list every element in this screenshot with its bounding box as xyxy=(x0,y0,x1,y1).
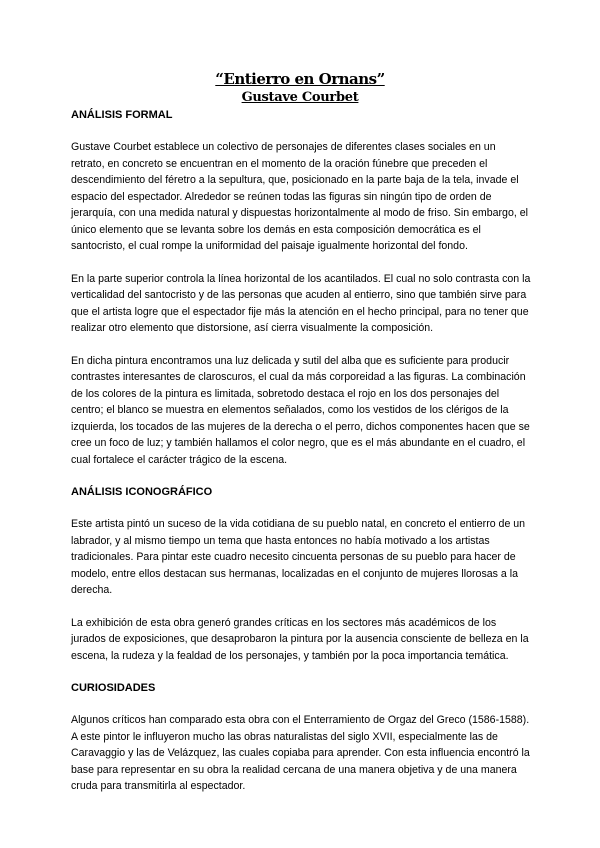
section-heading-formal: ANÁLISIS FORMAL xyxy=(71,109,173,121)
paragraph: Gustave Courbet establece un colectivo de personajes de diferentes clases sociales en un retrato, en concreto se encuentran en el momento de la oración fúnebre que preceden el descendimiento del féretro a la sepultura, que, posicionado en la parte baja de la tela, invade el espacio del espectador. Alrededor se reúnen todas las figuras sin ningún tipo de orden de jerarquía, con una medida natural y dispuestas horizontalmente al modo de friso. Sin embargo, el único elemento que se levanta sobre los demás en esta composición democrática es el santocristo, el cual rompe la uniformidad del paisaje igualmente horizontal del fondo. xyxy=(71,141,528,252)
paragraph: Este artista pintó un suceso de la vida cotidiana de su pueblo natal, en concreto el entierro de un labrador, y al mismo tiempo un tema que hasta entonces no había motivado a los artistas tradicionales. Para pintar este cuadro necesito cincuenta personas de su pueblo para hacer de modelo, entre ellos destacan sus hermanas, localizadas en el conjunto de mujeres llorosas a la derecha. xyxy=(71,518,526,596)
document-author: Gustave Courbet xyxy=(241,90,359,105)
paragraph: Algunos críticos han comparado esta obra con el Enterramiento de Orgaz del Greco (1586-1588). A este pintor le influyeron mucho las obras naturalistas del siglo XVII, especialmente las de Caravaggio y las de Velázquez, las cuales copiaba para aprender. Con esta influencia encontró la base para representar en su obra la realidad cercana de una manera objetiva y de una manera cruda para transmitirla al espectador. xyxy=(71,714,530,792)
document-body xyxy=(71,107,531,795)
paragraph: En dicha pintura encontramos una luz delicada y sutil del alba que es suficiente para producir contrastes interesantes de claroscuros, el cual da más corporeidad a las figuras. La combinación de los colores de la pintura es limitada, sobretodo destaca el rojo en los dos personajes del centro; el blanco se muestra en elementos señalados, como los vestidos de los clérigos de la izquierda, los tocados de las mujeres de la derecha o el perro, dichos componentes hacen que se cree un foco de luz; y también hallamos el color negro, que es el más abundante en el cuadro, el cual fortalece el carácter trágico de la escena. xyxy=(71,354,530,466)
document-title: “Entierro en Ornans” xyxy=(215,70,385,88)
paragraph: En la parte superior controla la línea horizontal de los acantilados. El cual no solo contrasta con la verticalidad del santocristo y de las personas que acuden al entierro, sino que también sirve para que el artista logre que el espectador fije más la atención en el hecho principal, para no tener que realizar otro elemento que distorsione, así cierra visualmente la composición. xyxy=(71,272,531,334)
paragraph: La exhibición de esta obra generó grandes críticas en los sectores más académicos de los jurados de exposiciones, que desaprobaron la pintura por la ausencia consciente de belleza en la escena, la rudeza y la fealdad de los personajes, y también por la poca importancia temática. xyxy=(71,616,529,662)
section-heading-curiosidades: CURIOSIDADES xyxy=(71,682,156,694)
section-heading-iconografico: ANÁLISIS ICONOGRÁFICO xyxy=(71,486,213,498)
